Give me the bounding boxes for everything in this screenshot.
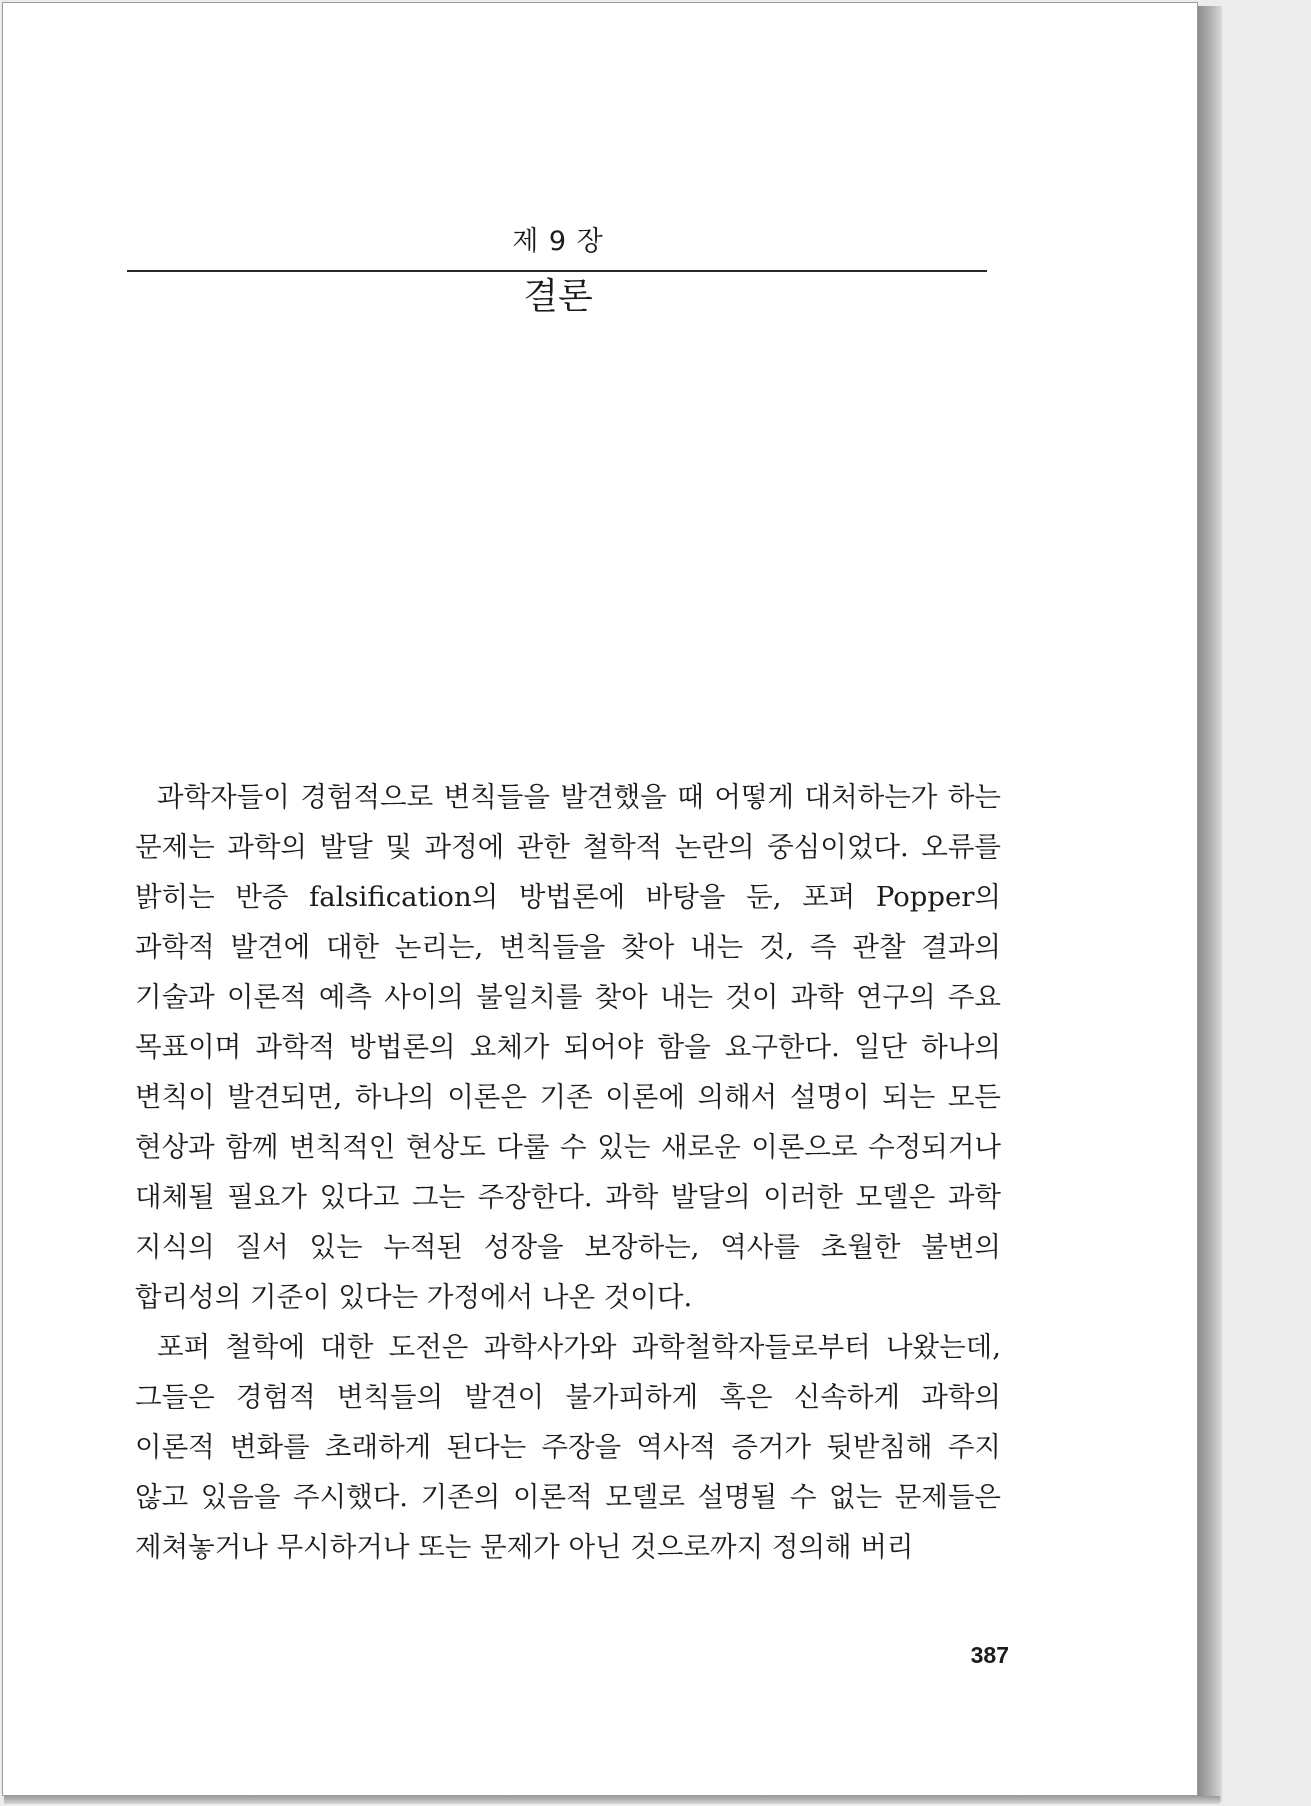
- body-text: [135, 772, 1001, 1572]
- page-number: 387: [970, 1642, 1009, 1668]
- chapter-number: 제 9 장: [512, 226, 604, 257]
- page-bottom-shadow: [4, 1796, 1220, 1804]
- paragraph: 포퍼 철학에 대한 도전은 과학사가와 과학철학자들로부터 나왔는데, 그들은 경험적 변칙들의 발견이 불가피하게 혹은 신속하게 과학의 이론적 변화를 초래하게 된다는 주장을 역사적 증거가 뒷받침해 주지 않고 있음을 주시했다. 기존의 이론적 모델로 설명될 수 없는 문제들은 제쳐놓거나 무시하거나 또는 문제가 아닌 것으로까지 정의해 버리: [135, 1331, 1001, 1563]
- book-page: [2, 2, 1198, 1796]
- page-edge-shadow: [1198, 6, 1222, 1802]
- chapter-divider: [127, 270, 987, 272]
- chapter-title: 결론: [523, 276, 593, 317]
- paragraph: 과학자들이 경험적으로 변칙들을 발견했을 때 어떻게 대처하는가 하는 문제는 과학의 발달 및 과정에 관한 철학적 논란의 중심이었다. 오류를 밝히는 반증 falsification의 방법론에 바탕을 둔, 포퍼 Popper의 과학적 발견에 대한 논리는, 변칙들을 찾아 내는 것, 즉 관찰 결과의 기술과 이론적 예측 사이의 불일치를 찾아 내는 것이 과학 연구의 주요 목표이며 과학적 방법론의 요체가 되어야 함을 요구한다. 일단 하나의 변칙이 발견되면, 하나의 이론은 기존 이론에 의해서 설명이 되는 모든 현상과 함께 변칙적인 현상도 다룰 수 있는 새로운 이론으로 수정되거나 대체될 필요가 있다고 그는 주장한다. 과학 발달의 이러한 모델은 과학 지식의 질서 있는 누적된 성장을 보장하는, 역사를 초월한 불변의 합리성의 기준이 있다는 가정에서 나온 것이다.: [135, 781, 1001, 1313]
